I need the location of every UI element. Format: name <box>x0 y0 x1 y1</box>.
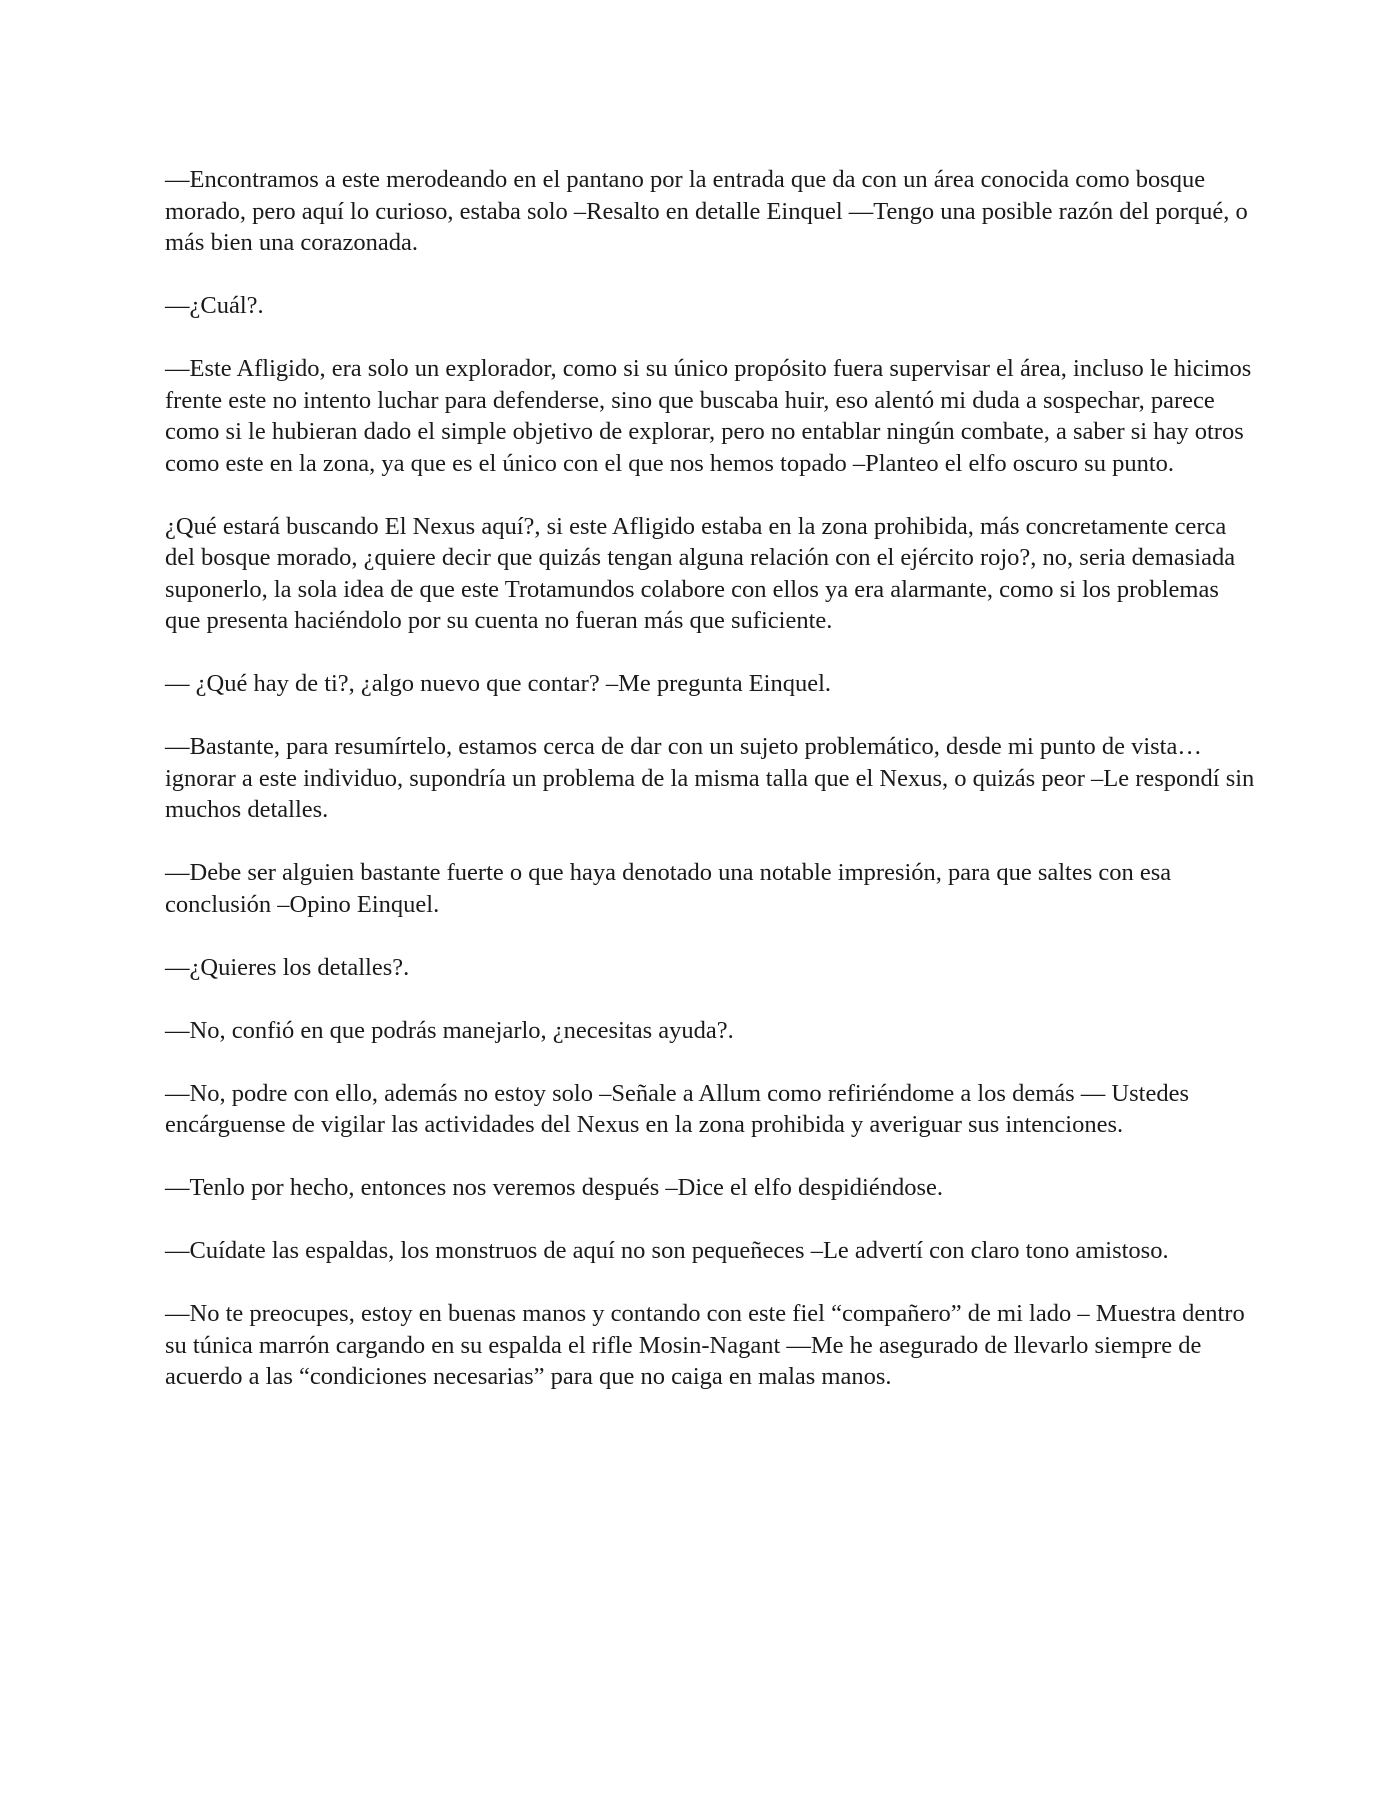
paragraph-1: —Encontramos a este merodeando en el pantano por la entrada que da con un área conocida como bosque morado, pero aquí lo curioso, estaba solo –Resalto en detalle Einquel —Tengo una posible razón del porqué, o más bien una corazonada. <box>165 166 1248 256</box>
paragraph-2: —¿Cuál?. <box>165 292 264 319</box>
paragraph-10: —No, podre con ello, además no estoy solo –Señale a Allum como refiriéndome a los demás — Ustedes encárguense de vigilar las actividades del Nexus en la zona prohibida y averiguar sus intenciones. <box>165 1079 1189 1138</box>
paragraph-9: —No, confió en que podrás manejarlo, ¿necesitas ayuda?. <box>165 1016 734 1044</box>
paragraph-12: —Cuídate las espaldas, los monstruos de aquí no son pequeñeces –Le advertí con claro tono amistoso. <box>165 1237 1169 1264</box>
document-body <box>165 164 1255 1424</box>
paragraph-13: —No te preocupes, estoy en buenas manos y contando con este fiel “compañero” de mi lado – Muestra dentro su túnica marrón cargando en su espalda el rifle Mosin-Nagant —Me he asegurado de llevarlo siempre de acuerdo a las “condiciones necesarias” para que no caiga en malas manos. <box>165 1300 1245 1390</box>
paragraph-7: —Debe ser alguien bastante fuerte o que haya denotado una notable impresión, para que saltes con esa conclusión –Opino Einquel. <box>165 859 1172 918</box>
paragraph-5: — ¿Qué hay de ti?, ¿algo nuevo que contar? –Me pregunta Einquel. <box>165 670 832 697</box>
paragraph-8: —¿Quieres los detalles?. <box>165 953 410 981</box>
paragraph-6: —Bastante, para resumírtelo, estamos cerca de dar con un sujeto problemático, desde mi punto de vista… ignorar a este individuo, supondría un problema de la misma talla que el Nexus, o quizás peor –Le respondí sin muchos detalles. <box>165 733 1255 823</box>
paragraph-3: —Este Afligido, era solo un explorador, como si su único propósito fuera supervisar el área, incluso le hicimos frente este no intento luchar para defenderse, sino que buscaba huir, eso alentó mi duda a sospechar, parece como si le hubieran dado el simple objetivo de explorar, pero no entablar ningún combate, a saber si hay otros como este en la zona, ya que es el único con el que nos hemos topado –Planteo el elfo oscuro su punto. <box>165 355 1252 477</box>
paragraph-4: ¿Qué estará buscando El Nexus aquí?, si este Afligido estaba en la zona prohibida, más concretamente cerca del bosque morado, ¿quiere decir que quizás tengan alguna relación con el ejército rojo?, no, seria demasiada suponerlo, la sola idea de que este Trotamundos colabore con ellos ya era alarmante, como si los problemas que presenta haciéndolo por su cuenta no fueran más que suficiente. <box>165 512 1236 634</box>
paragraph-11: —Tenlo por hecho, entonces nos veremos después –Dice el elfo despidiéndose. <box>165 1174 943 1201</box>
